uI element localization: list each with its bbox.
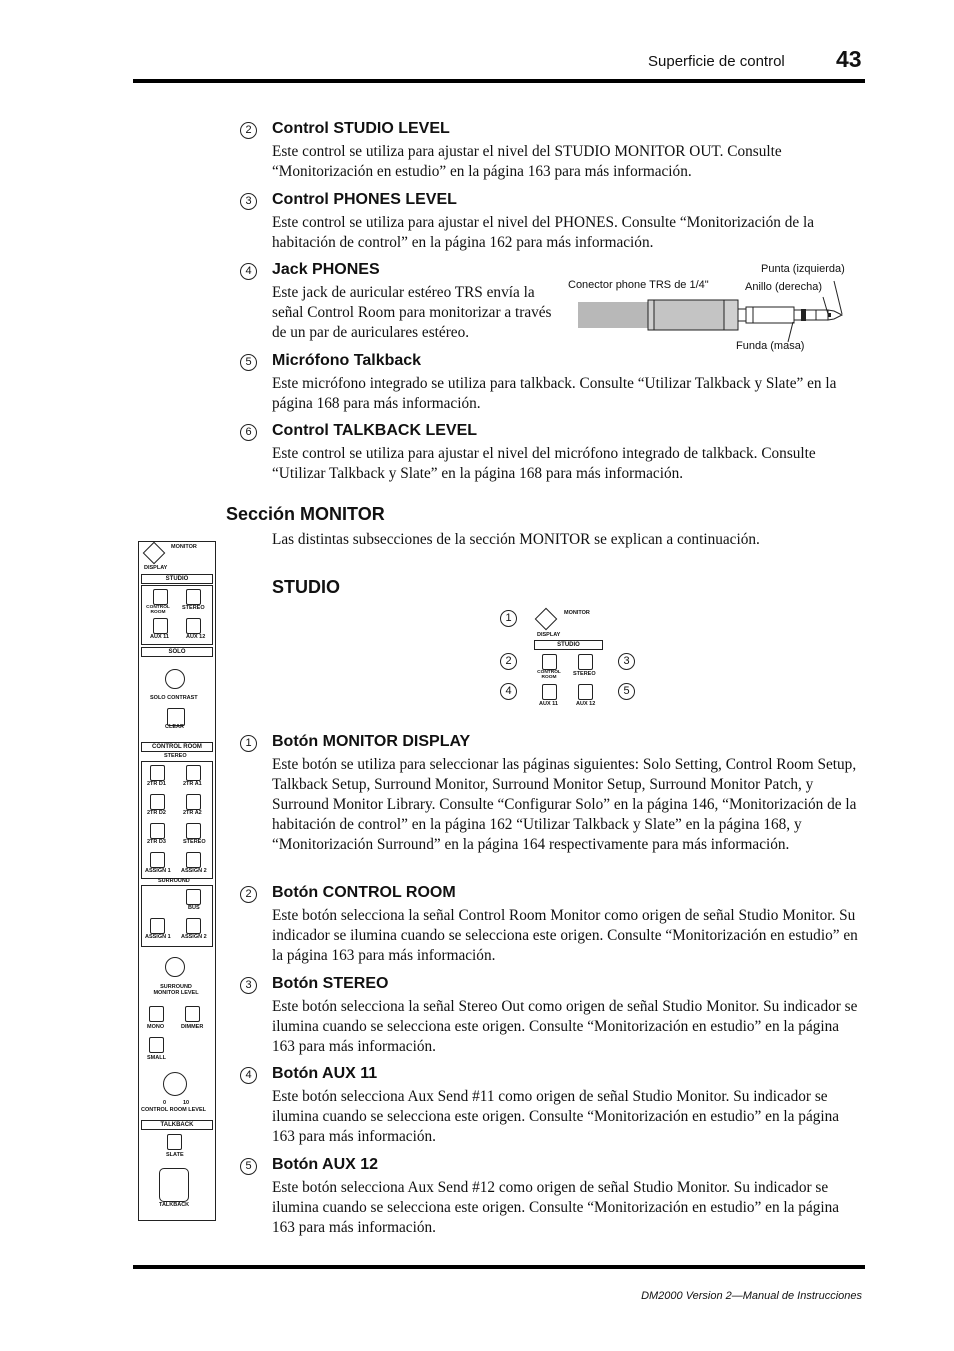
- panel-label: SURROUND MONITOR LEVEL: [153, 984, 199, 996]
- dimmer-button[interactable]: [185, 1006, 200, 1022]
- callout-1: 1: [500, 610, 517, 627]
- slate-button[interactable]: [167, 1134, 182, 1150]
- panel-label: DIMMER: [181, 1024, 204, 1030]
- footer-text: DM2000 Version 2—Manual de Instrucciones: [641, 1290, 862, 1302]
- item-body: Este botón selecciona la señal Stereo Out como origen de señal Studio Monitor. Su indicador se ilumina cuando se selecciona este origen. Consulte “Monitorización en estudio” en la página 163 para más información.: [272, 998, 858, 1055]
- 2tr-a1-button[interactable]: [186, 765, 201, 781]
- item-title: Control STUDIO LEVEL: [272, 120, 450, 137]
- surround-box: [141, 885, 213, 947]
- figure-aux11-button[interactable]: [542, 684, 557, 700]
- talkback-button[interactable]: [159, 1168, 189, 1202]
- panel-label: AUX 12: [186, 634, 206, 640]
- section-title: Sección MONITOR: [226, 504, 385, 524]
- item-title: Botón AUX 11: [272, 1065, 378, 1082]
- panel-label: ASSIGN 1: [145, 934, 171, 940]
- panel-label: 2TR D3: [147, 839, 166, 845]
- figure-label: MONITOR: [564, 610, 590, 616]
- item-body: Este botón selecciona Aux Send #12 como origen de señal Studio Monitor. Su indicador se ilumina cuando se selecciona este origen. Consulte “Monitorización en estudio” en la página 163 para más información.: [272, 1179, 840, 1236]
- item-body: Este botón selecciona la señal Control Room Monitor como origen de señal Studio Monitor. Su indicador se ilumina cuando se selecciona este origen. Consulte “Monitorización en estudio” en la página 163 para más información.: [272, 907, 858, 964]
- panel-label: 10: [183, 1100, 190, 1106]
- solo-contrast-knob[interactable]: [165, 669, 185, 689]
- item-number: 2: [240, 122, 257, 139]
- panel-label: 2TR A1: [183, 781, 202, 787]
- panel-label: ASSIGN 1: [145, 868, 171, 874]
- figure-control-room-button[interactable]: [542, 654, 557, 670]
- callout-5: 5: [618, 683, 635, 700]
- figure-label: DISPLAY: [537, 632, 561, 638]
- item-body: Este jack de auricular estéreo TRS envía la señal Control Room para monitorizar a través de un par de auriculares estéreo.: [272, 284, 552, 341]
- item-body: Este control se utiliza para ajustar el nivel del micrófono integrado de talkback. Consulte “Utilizar Talkback y Slate” en la página 168 para más información.: [272, 445, 816, 482]
- panel-label: TALKBACK: [159, 1202, 190, 1208]
- footer-rule: [133, 1265, 865, 1269]
- stereo-button[interactable]: [186, 589, 201, 605]
- item-number: 2: [240, 886, 257, 903]
- header-rule: [133, 79, 865, 83]
- panel-label: BUS: [188, 905, 200, 911]
- item-title: Botón MONITOR DISPLAY: [272, 733, 471, 750]
- item-title: Control TALKBACK LEVEL: [272, 422, 478, 439]
- panel-label: STEREO: [182, 605, 205, 611]
- panel-label: MONO: [147, 1024, 165, 1030]
- surround-assign2-button[interactable]: [186, 918, 201, 934]
- surround-assign1-button[interactable]: [150, 918, 165, 934]
- panel-label: CONTROL ROOM LEVEL: [141, 1107, 206, 1113]
- 2tr-d3-button[interactable]: [150, 823, 165, 839]
- ring-label: Anillo (derecha): [745, 281, 823, 293]
- item-title: Control PHONES LEVEL: [272, 191, 457, 208]
- bus-button[interactable]: [186, 889, 201, 905]
- studio-box: [141, 585, 213, 645]
- item-number: 5: [240, 1158, 257, 1175]
- panel-label: DISPLAY: [144, 565, 168, 571]
- control-room-level-knob[interactable]: [163, 1072, 187, 1096]
- panel-label: CLEAR: [165, 724, 184, 730]
- aux11-button[interactable]: [153, 618, 168, 634]
- tip-label: Punta (izquierda): [761, 263, 845, 275]
- item-body: Este control se utiliza para ajustar el nivel del PHONES. Consulte “Monitorización de la habitación de control” en la página 162 para más información.: [272, 214, 815, 251]
- panel-section-bar: SOLO: [141, 647, 213, 657]
- figure-studio-bar: STUDIO: [534, 640, 603, 650]
- panel-label: ASSIGN 2: [181, 868, 207, 874]
- panel-label: SLATE: [166, 1152, 184, 1158]
- panel-label: 2TR A2: [183, 810, 202, 816]
- panel-label: STEREO: [183, 839, 206, 845]
- item-number: 4: [240, 1067, 257, 1084]
- figure-label: AUX 12: [576, 701, 596, 707]
- small-button[interactable]: [149, 1037, 164, 1053]
- item-number: 6: [240, 424, 257, 441]
- callout-4: 4: [500, 683, 517, 700]
- panel-label: STEREO: [164, 753, 187, 759]
- 2tr-d1-button[interactable]: [150, 765, 165, 781]
- cr-stereo-button[interactable]: [186, 823, 201, 839]
- panel-label: SOLO CONTRAST: [150, 695, 198, 701]
- display-button[interactable]: [143, 542, 166, 565]
- control-room-button[interactable]: [153, 589, 168, 605]
- item-body: Este micrófono integrado se utiliza para talkback. Consulte “Utilizar Talkback y Slate” en la página 168 para más información.: [272, 375, 837, 412]
- item-number: 3: [240, 193, 257, 210]
- header-section-title: Superficie de control: [648, 53, 785, 70]
- figure-label: AUX 11: [539, 701, 558, 707]
- item-number: 1: [240, 735, 257, 752]
- panel-label: 2TR D2: [147, 810, 166, 816]
- surround-level-knob[interactable]: [165, 957, 185, 977]
- assign1-button[interactable]: [150, 852, 165, 868]
- connector-label: Conector phone TRS de 1/4": [568, 279, 709, 291]
- panel-label: 2TR D1: [147, 781, 166, 787]
- panel-section-bar: CONTROL ROOM: [141, 742, 213, 752]
- figure-aux12-button[interactable]: [578, 684, 593, 700]
- subsection-title: STUDIO: [272, 577, 341, 597]
- item-body: Este control se utiliza para ajustar el nivel del STUDIO MONITOR OUT. Consulte “Monitorización en estudio” en la página 163 para más información.: [272, 143, 782, 180]
- figure-label: STEREO: [573, 671, 596, 677]
- control-room-box: [141, 761, 213, 879]
- item-number: 5: [240, 354, 257, 371]
- figure-label: CONTROL ROOM: [537, 670, 561, 680]
- item-body: Este botón selecciona Aux Send #11 como origen de señal Studio Monitor. Su indicador se ilumina cuando se selecciona este origen. Consulte “Monitorización en estudio” en la página 163 para más información.: [272, 1088, 840, 1145]
- aux12-button[interactable]: [186, 618, 201, 634]
- item-title: Botón STEREO: [272, 975, 389, 992]
- panel-label: AUX 11: [150, 634, 169, 640]
- callout-2: 2: [500, 653, 517, 670]
- assign2-button[interactable]: [186, 852, 201, 868]
- section-intro: Las distintas subsecciones de la sección MONITOR se explican a continuación.: [272, 531, 760, 548]
- item-number: 4: [240, 263, 257, 280]
- panel-label: ASSIGN 2: [181, 934, 207, 940]
- item-title: Botón AUX 12: [272, 1156, 379, 1173]
- panel-label: MONITOR: [171, 544, 197, 550]
- 2tr-d2-button[interactable]: [150, 794, 165, 810]
- panel-section-bar: TALKBACK: [141, 1120, 213, 1130]
- page-number: 43: [836, 46, 862, 72]
- figure-stereo-button[interactable]: [578, 654, 593, 670]
- item-number: 3: [240, 977, 257, 994]
- panel-label: SURROUND: [158, 878, 190, 884]
- item-title: Botón CONTROL ROOM: [272, 884, 456, 901]
- panel-label: SMALL: [147, 1055, 166, 1061]
- callout-3: 3: [618, 653, 635, 670]
- trs-plug-icon: [568, 262, 858, 362]
- item-title: Micrófono Talkback: [272, 352, 422, 369]
- mono-button[interactable]: [149, 1006, 164, 1022]
- panel-label: 0: [163, 1100, 167, 1106]
- panel-label: CONTROL ROOM: [146, 605, 170, 615]
- item-body: Este botón se utiliza para seleccionar las páginas siguientes: Solo Setting, Control Room Setup, Talkback Setup, Surround Monitor, Surround Monitor Setup, Surround Monitor Patch, y Surround Monitor Library. Consulte “Configurar Solo” en la página 146, “Monitorización de la habitación de control” en la página 162 “Utilizar Talkback y Slate” en la página 168, y “Monitorización Surround” en la página 164 respectivamente para más información.: [272, 756, 857, 853]
- 2tr-a2-button[interactable]: [186, 794, 201, 810]
- panel-section-bar: STUDIO: [141, 574, 213, 584]
- sleeve-label: Funda (masa): [736, 340, 805, 352]
- item-title: Jack PHONES: [272, 261, 380, 278]
- monitor-display-button[interactable]: [535, 608, 558, 631]
- monitor-panel: [138, 541, 216, 1221]
